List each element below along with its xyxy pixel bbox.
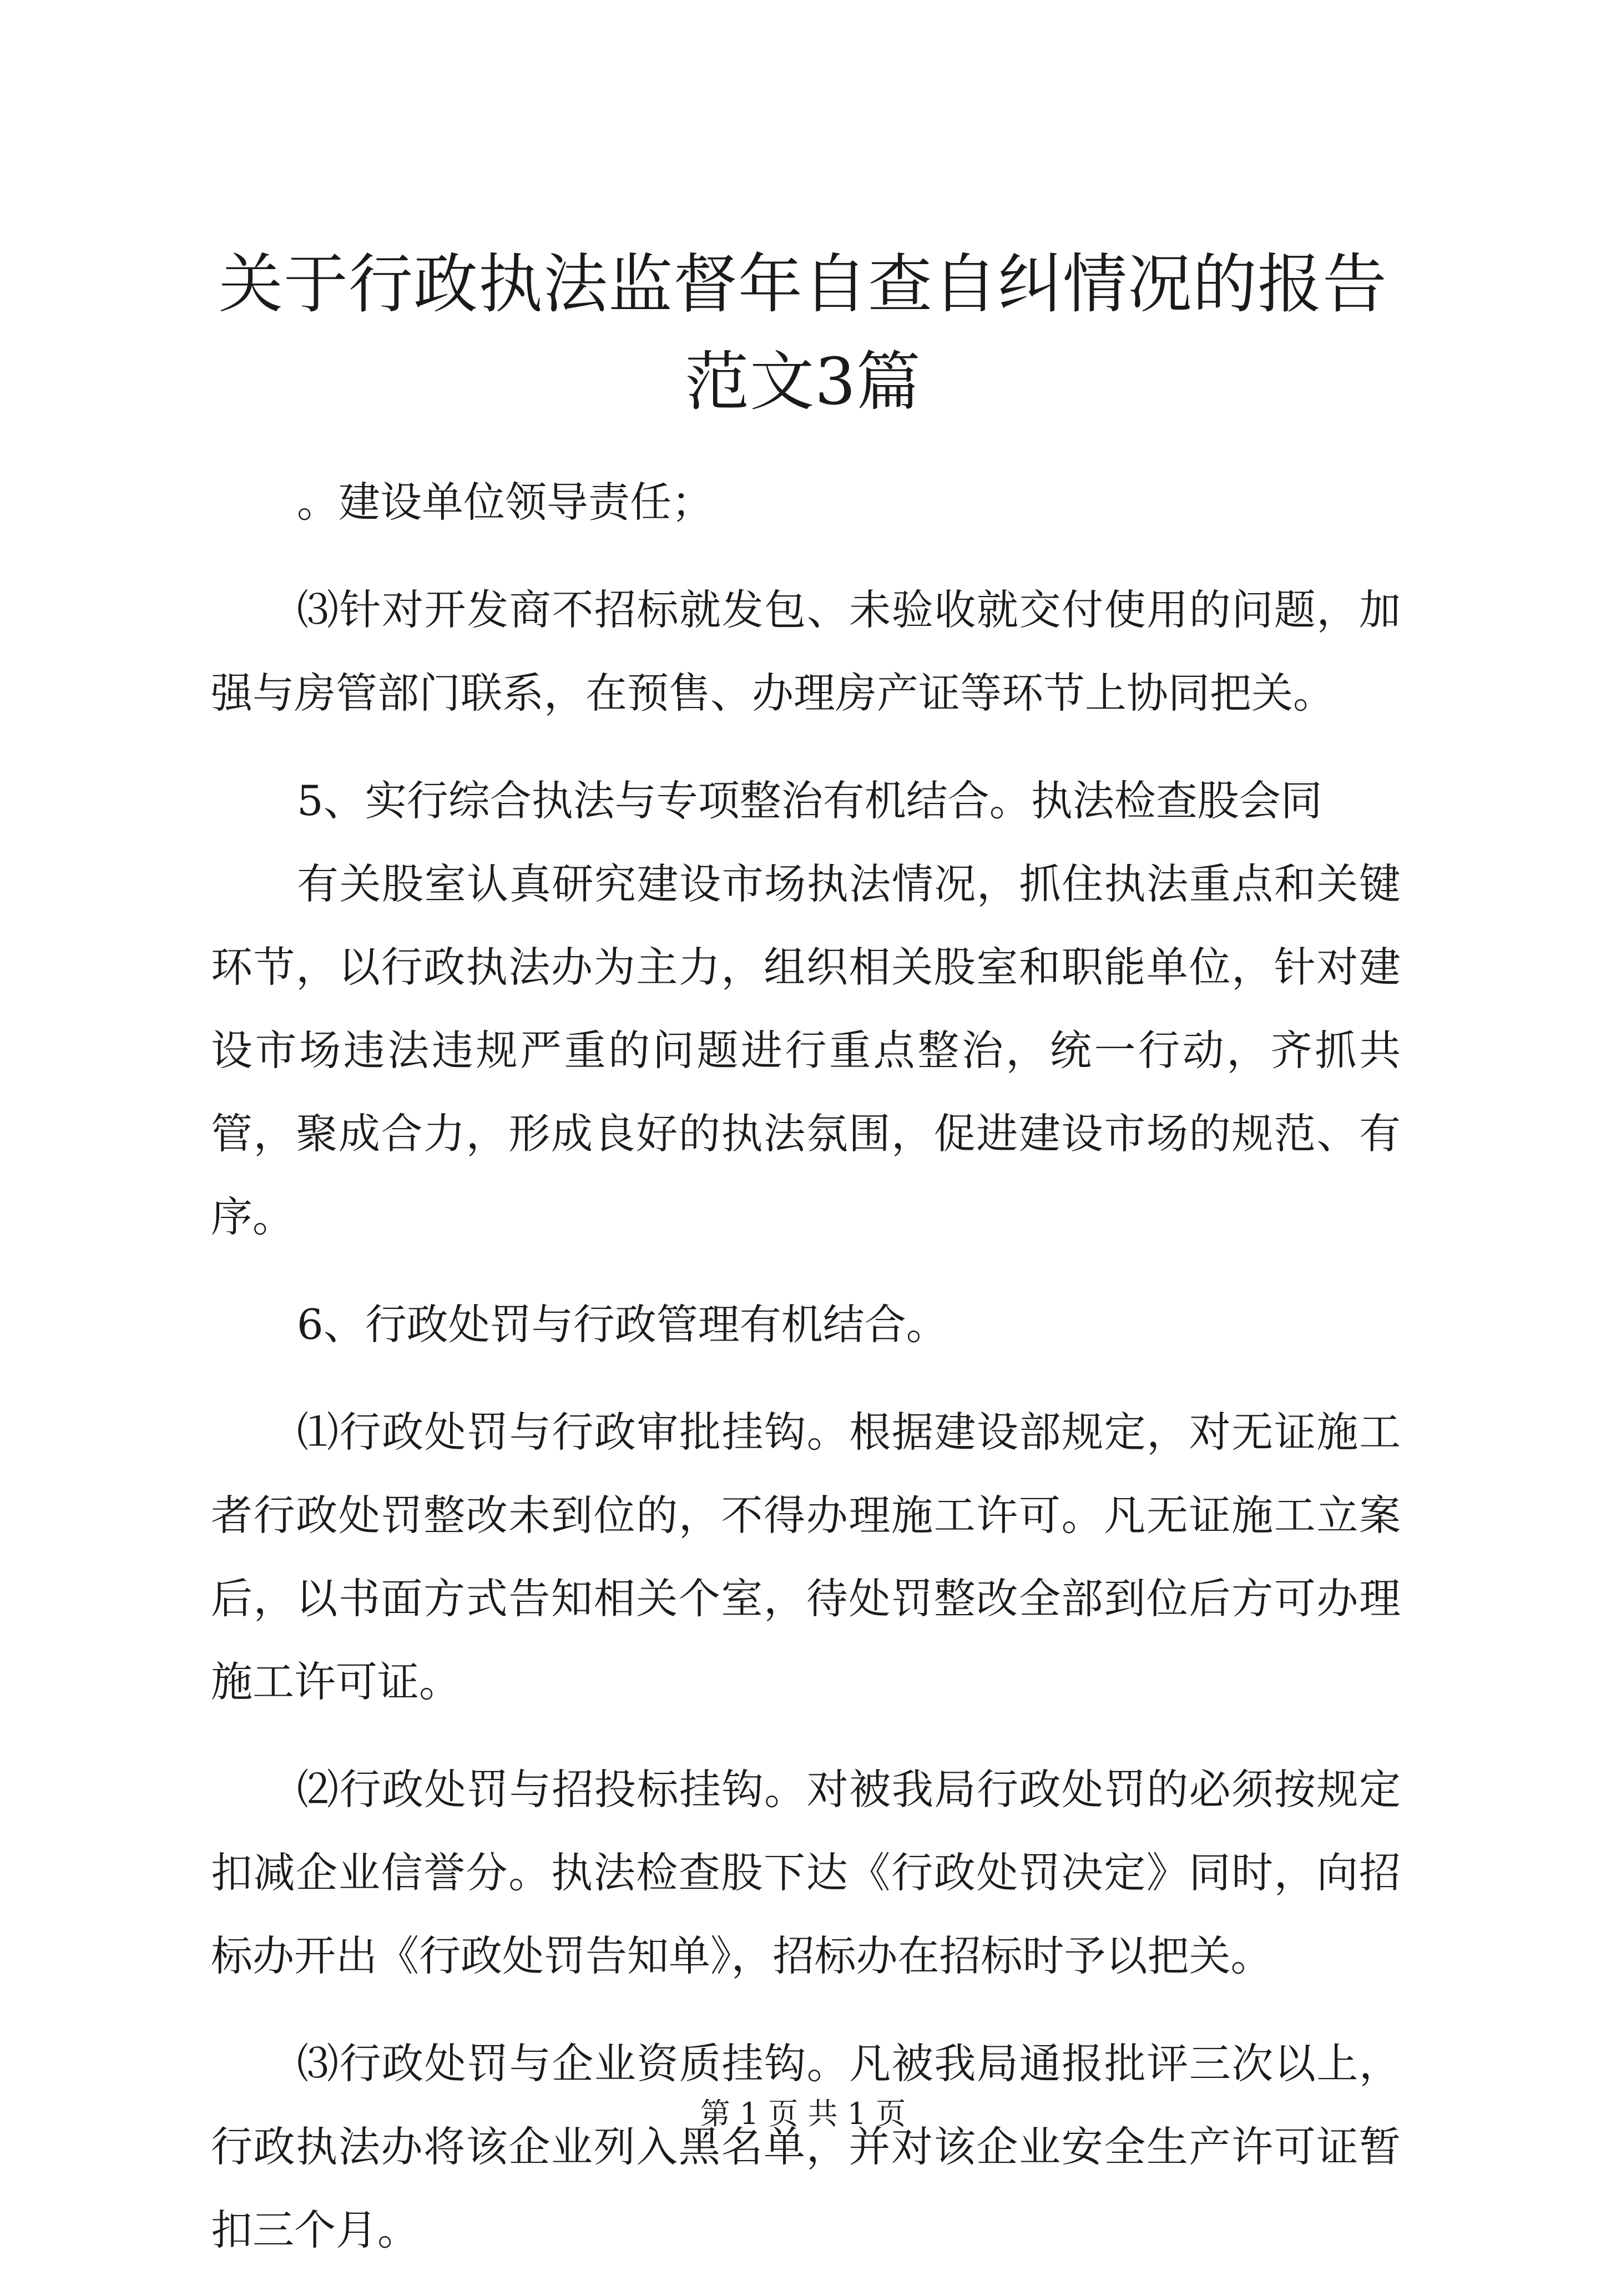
paragraph: 6、行政处罚与行政管理有机结合。 xyxy=(297,1300,948,1349)
paragraph: ⑵行政处罚与招投标挂钩。对被我局行政处罚的必须按规定扣减企业信誉分。执法检查股下达《行政处罚决定》同时，向招标办开出《行政处罚告知单》，招标办在招标时予以把关。 xyxy=(211,1765,1401,1980)
paragraph: ⑶行政处罚与企业资质挂钩。凡被我局通报批评三次以上，行政执法办将该企业列入黑名单，并对该企业安全生产许可证暂扣三个月。 xyxy=(211,2039,1401,2254)
paragraph: 。建设单位领导责任； xyxy=(297,478,714,527)
paragraph: 有关股室认真研究建设市场执法情况，抓住执法重点和关键环节，以行政执法办为主力，组织相关股室和职能单位，针对建设市场违法违规严重的问题进行重点整治，统一行动，齐抓共管，聚成合力，形成良好的执法氛围，促进建设市场的规范、有序。 xyxy=(211,859,1401,1241)
document-body xyxy=(211,461,1401,2296)
paragraph: ⑴行政处罚与行政审批挂钩。根据建设部规定，对无证施工者行政处罚整改未到位的，不得办理施工许可。凡无证施工立案后，以书面方式告知相关个室，待处罚整改全部到位后方可办理施工许可证。 xyxy=(211,1408,1401,1706)
paragraph: 5、实行综合执法与专项整治有机结合。执法检查股会同 xyxy=(297,776,1322,825)
paragraph: ⑶针对开发商不招标就发包、未验收就交付使用的问题，加强与房管部门联系，在预售、办理房产证等环节上协同把关。 xyxy=(211,585,1401,717)
document-title: 关于行政执法监督年自查自纠情况的报告范文3篇 xyxy=(219,247,1387,419)
page-footer: 第 1 页 共 1 页 xyxy=(700,2096,906,2131)
